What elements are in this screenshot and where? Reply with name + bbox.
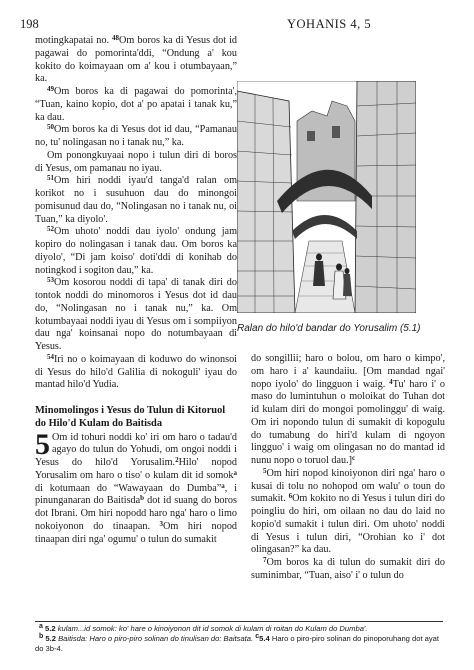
paragraph: $^5$Om hiri nopod kinoiyonon diri nga' haro o kusai di tolu no nohopod om walu' o toun do sumakit. $^6$Om kokito no di Yesus i tulun diri do poingliu do hiri, om oilaan no dau do laid no kopio'd sumakit i tulun diri. Om uhoto' noddi di Yesus i tulun diri, “Orohian ko i' dot olingasan?” ka dau.: [251, 466, 446, 556]
illustration-caption: Ralan do hilo'd bandar do Yorusalim (5.1): [237, 323, 421, 334]
verse-number: 53: [47, 276, 54, 285]
verse-number: 6: [288, 492, 293, 501]
verse-number: 54: [47, 352, 54, 361]
footnotes: [35, 624, 445, 654]
verse-number: 50: [47, 123, 54, 132]
left-column: [35, 35, 237, 546]
verse-number: 7: [263, 556, 267, 564]
chapter-number: 5: [35, 427, 50, 461]
verse-number: 52: [47, 225, 54, 234]
footnote-divider: [35, 621, 443, 622]
verse-number: 2: [175, 456, 179, 464]
verse-number: 3: [159, 519, 164, 528]
paragraph: $^{51}$Om hiri noddi iyau'd tanga'd ralan om korikot no i susuhuon dau do minongoi pomisunud dau do, “Nolingasan no i tanak nu, oi Tuan,” ka diyolo'.: [35, 174, 237, 225]
page-number: 198: [20, 17, 39, 31]
paragraph: Om ponongkuyaai nopo i tulun diri di boros di Yesus, om pamanau no iyau.: [35, 149, 237, 174]
verse-number: 51: [47, 174, 54, 183]
paragraph: do songillii; haro o bolou, om haro o kimpo', om haro i a' kaundaiiu. [Om mandad ngai' nopo iyolo' do lingguon i waig. $^4$Tu' haro i' o maso do lumintuhun o moloikat do Tuhan dot id kulam diri do mongoi pomolinggu' di waig. Om iri nopondo tulun di sumakit di kopogulu do tumabung do hiri'd kulam di ngoyon lingguo' i waig om olingasan no do mantad id nunu nopo o toruol dau.]$^c$: [251, 353, 446, 466]
footnote: $^b$ 5.2 Baitisda: Haro o piro-piro solinan do tinulisan do: Baitsata. $^c$5.4 Haro o piro-piro solinan do pinoporuhang dot ayat do 3b-4.: [35, 633, 440, 653]
paragraph: $^{50}$Om boros ka di Yesus dot id dau, “Pamanau no, tu' nolingasan no i tanak nu,” ka.: [35, 123, 237, 148]
right-column: [251, 353, 445, 583]
footnote: $^a$ 5.2 kulam...id somok: ko' hare o kinoiyonon dit id somok di kulam di roitan do Kulam do Dumba'.: [39, 623, 368, 633]
paragraph: $^{49}$Om boros ka di pagawai do pomorinta', “Tuan, kaino kopio, dot a' po apatai i tanak ku,” ka dau.: [35, 85, 237, 123]
verse-number: 5: [263, 466, 267, 475]
street-illustration: [237, 81, 416, 313]
paragraph: motingkapatai no. $^{48}$Om boros ka di Yesus dot id pagawai do pomorinta'ddi, “Ondung a' kou kokito do koimayaan om a' kou i otumbayaan,” ka.: [35, 34, 238, 85]
verse-number: 4: [389, 377, 393, 386]
paragraph: $^7$Om boros ka di tulun do sumakit diri do suminimbar, “Tuan, aiso' i' o tulun do: [251, 556, 445, 581]
chapter-opening: 5 Om id tohuri noddi ko' iri om haro o tadau'd agayo do tulun do Yohudi, om ongoi noddi i Yesus do hilo'd Yorusalim.$^2$Hilo' nopod Yorusalim om haro o tiso' o kulam dit id somok$^a$ di kotumaan do “Wawayaan do Dumba”$^a$, i pinunganaran do Baitisda$^b$ dot id suang do boros dot Ibrani. Om hiri nopodd haro nga' haro o limo nokoiyonon do tinaapan. $^3$Om hiri nopod tinaapan diri nga' ogumu' o tulun do sumakit: [35, 427, 238, 545]
verse-number: 49: [47, 85, 54, 93]
section-heading: Minomolingos i Yesus do Tulun di Kitoruol do Hilo'd Kulam do Baitisda: [35, 405, 226, 429]
verse-number: 48: [112, 34, 120, 42]
running-title: YOHANIS 4, 5: [287, 17, 372, 31]
paragraph: $^{54}$Iri no o koimayaan di koduwo do winonsoi di Yesus do hilo'd Galilia di nokoguli' iyau do mantad hilo'd Yudia.: [35, 352, 237, 391]
paragraph: $^{52}$Om uhoto' noddi dau iyolo' ondung jam kopiro do nolingasan i tanak dau. Om boros ka diyolo', “Di jam koiso' doti'ddi di konihab do notingkod i sogiton dau,” ka.: [35, 225, 237, 276]
paragraph: $^{53}$Om kosorou noddi di tapa' di tanak diri do tontok noddi do minomoros i Yesus dot id dau do, “Nolingasan no i tanak nu,” ka. Om kotumbayaai noddi iyau di Yesus om i sompiiyon dau nga' koinsanai nopo do notumbayaan di Yesus.: [35, 276, 237, 352]
